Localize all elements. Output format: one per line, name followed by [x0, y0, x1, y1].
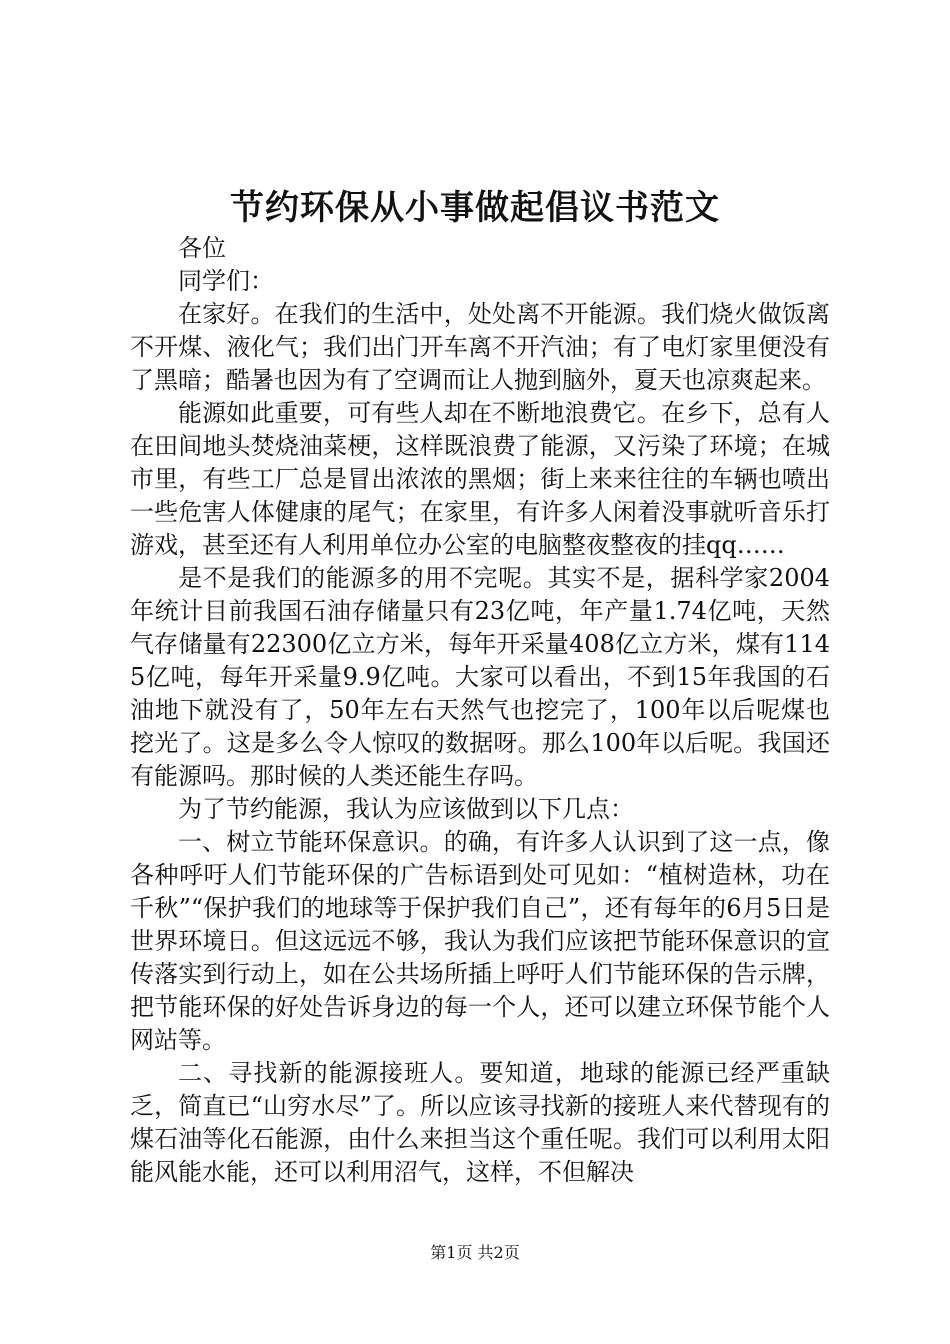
page-number-footer: 第1页 共2页 — [430, 1243, 520, 1262]
paragraph-intro: 在家好。在我们的生活中，处处离不开能源。我们烧火做饭离不开煤、液化气；我们出门开车离不开汽油；有了电灯家里便没有了黑暗；酷暑也因为有了空调而让人抛到脑外，夏天也凉爽起来。 — [130, 300, 830, 394]
document-title: 节约环保从小事做起倡议书范文 — [230, 188, 720, 228]
document-body — [130, 232, 830, 1189]
paragraph-measure-2: 二、寻找新的能源接班人。要知道，地球的能源已经严重缺乏，简直已“山穷水尽”了。所以应该寻找新的接班人来代替现有的煤石油等化石能源，由什么来担当这个重任呢。我们可以利用太阳能风能水能，还可以利用沼气，这样，不但解决 — [130, 1059, 830, 1186]
paragraph-waste: 能源如此重要，可有些人却在不断地浪费它。在乡下，总有人在田间地头焚烧油菜梗，这样既浪费了能源，又污染了环境；在城市里，有些工厂总是冒出浓浓的黑烟；街上来来往往的车辆也喷出一些危害人体健康的尾气；在家里，有许多人闲着没事就听音乐打游戏，甚至还有人利用单位办公室的电脑整夜整夜的挂qq…… — [130, 399, 830, 559]
salutation-line-2: 同学们： — [178, 267, 274, 295]
paragraph-measure-1: 一、树立节能环保意识。的确，有许多人认识到了这一点，像各种呼吁人们节能环保的广告标语到处可见如：“植树造林，功在千秋”“保护我们的地球等于保护我们自己”，还有每年的6月5日是世界环境日。但这远远不够，我认为我们应该把节能环保意识的宣传落实到行动上，如在公共场所插上呼吁人们节能环保的告示牌，把节能环保的好处告诉身边的每一个人，还可以建立环保节能个人网站等。 — [130, 828, 830, 1054]
salutation-line-1: 各位 — [178, 234, 226, 262]
paragraph-measures-intro: 为了节约能源，我认为应该做到以下几点： — [178, 795, 634, 823]
paragraph-statistics: 是不是我们的能源多的用不完呢。其实不是，据科学家2004年统计目前我国石油存储量只有23亿吨，年产量1.74亿吨，天然气存储量有22300亿立方米，每年开采量408亿立方米，煤有1145亿吨，每年开采量9.9亿吨。大家可以看出，不到15年我国的石油地下就没有了，50年左右天然气也挖完了，100年以后呢煤也挖光了。这是多么令人惊叹的数据呀。那么100年以后呢。我国还有能源吗。那时候的人类还能生存吗。 — [130, 564, 830, 790]
